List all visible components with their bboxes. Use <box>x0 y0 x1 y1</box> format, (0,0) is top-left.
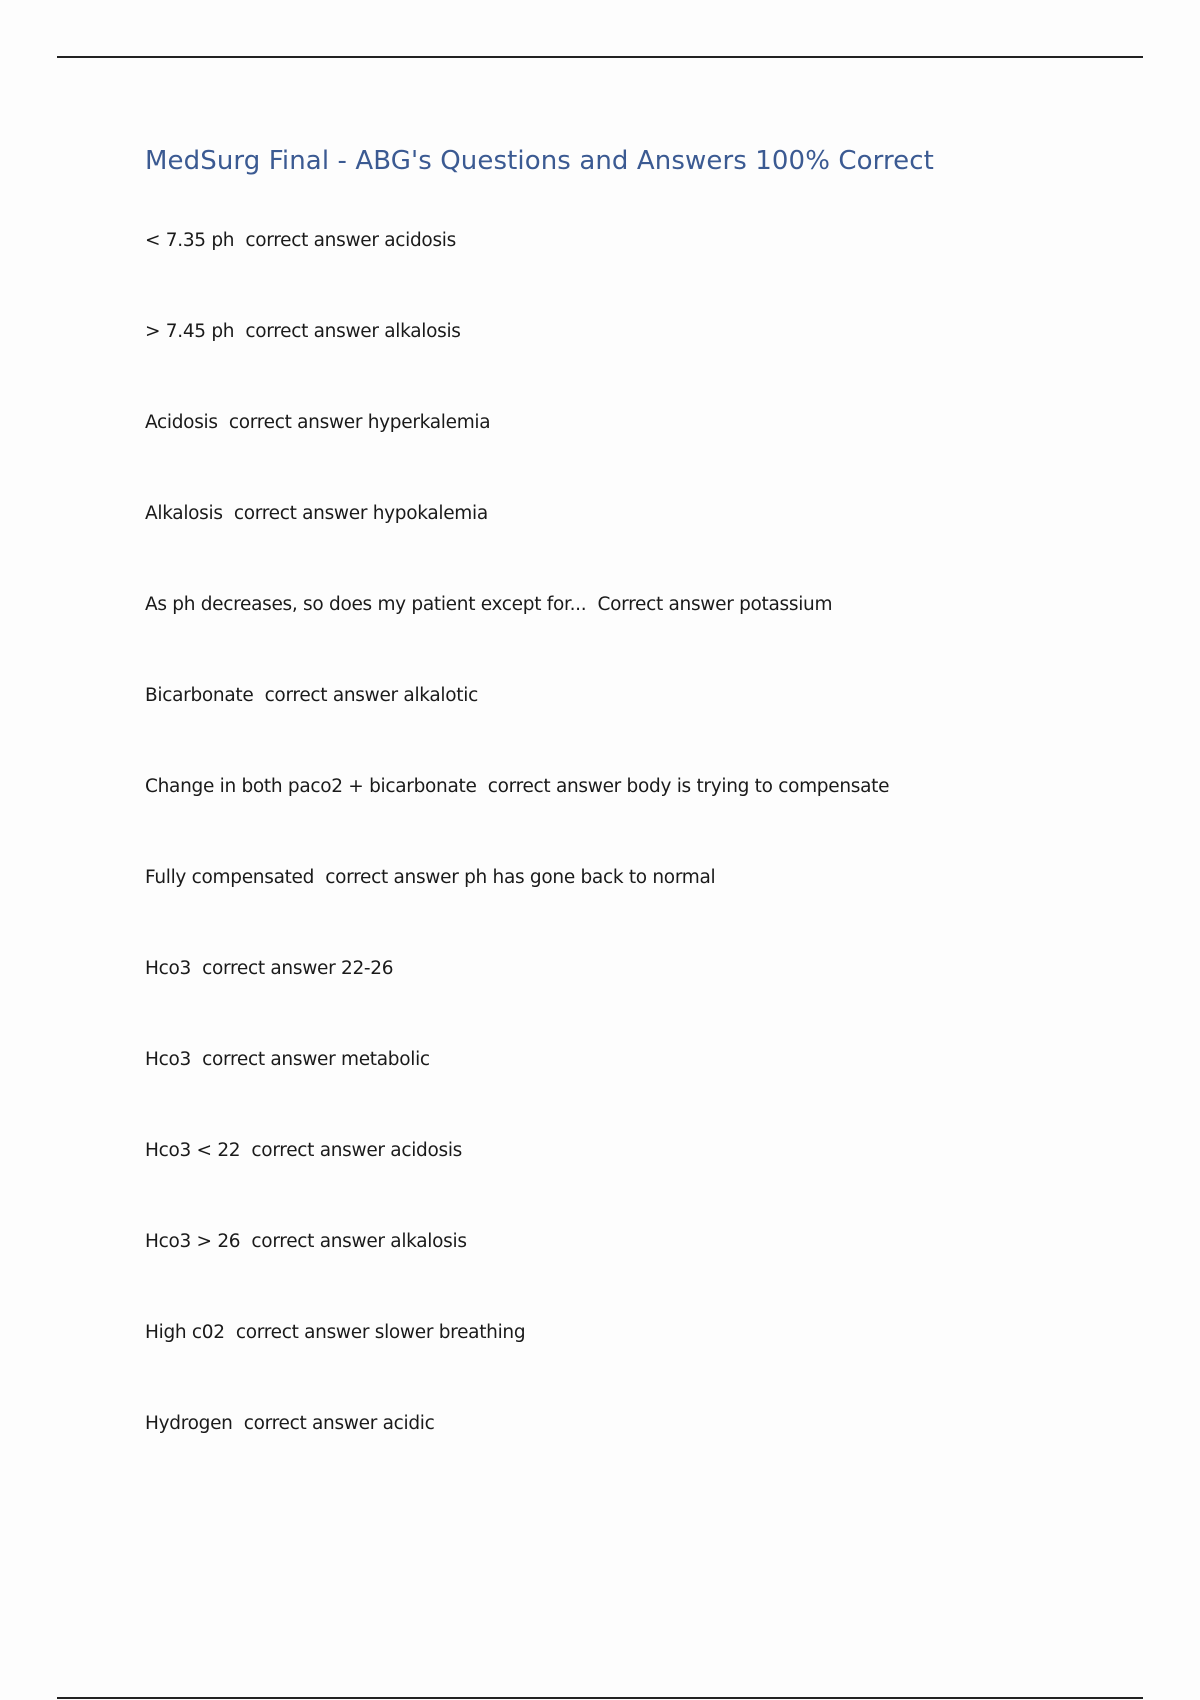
qa-item: Bicarbonate correct answer alkalotic <box>145 685 478 706</box>
footer-rule <box>57 1697 1143 1699</box>
qa-item: Hco3 correct answer 22-26 <box>145 958 394 979</box>
qa-item: Hydrogen correct answer acidic <box>145 1413 435 1434</box>
qa-item: Hco3 correct answer metabolic <box>145 1049 430 1070</box>
qa-list <box>145 228 889 1502</box>
qa-item: Alkalosis correct answer hypokalemia <box>145 503 488 524</box>
qa-item: > 7.45 ph correct answer alkalosis <box>145 321 461 342</box>
qa-item: < 7.35 ph correct answer acidosis <box>145 230 456 251</box>
qa-item: As ph decreases, so does my patient except for... Correct answer potassium <box>145 594 833 615</box>
qa-item: Change in both paco2 + bicarbonate correct answer body is trying to compensate <box>145 776 890 797</box>
qa-item: Hco3 > 26 correct answer alkalosis <box>145 1231 467 1252</box>
qa-item: Hco3 < 22 correct answer acidosis <box>145 1140 463 1161</box>
qa-item: Acidosis correct answer hyperkalemia <box>145 412 491 433</box>
qa-item: Fully compensated correct answer ph has gone back to normal <box>145 867 716 888</box>
qa-item: High c02 correct answer slower breathing <box>145 1322 526 1343</box>
header-rule <box>57 56 1143 58</box>
document-title: MedSurg Final - ABG's Questions and Answers 100% Correct <box>145 146 934 176</box>
